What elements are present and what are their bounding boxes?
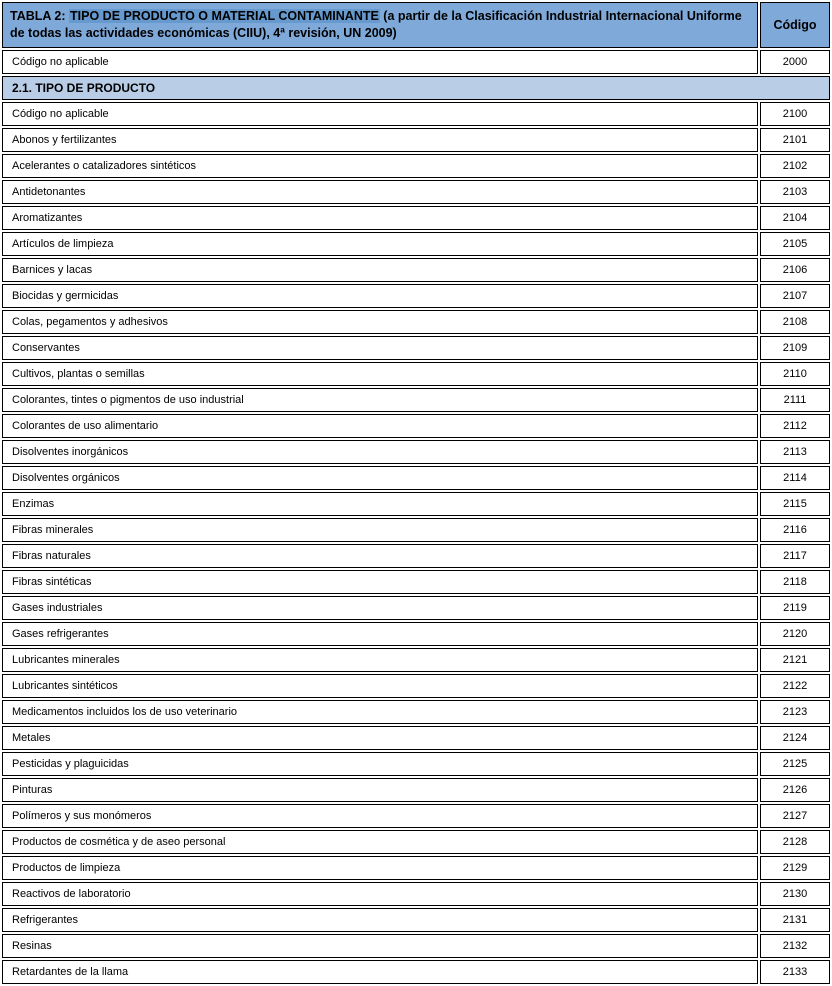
product-label: Biocidas y germicidas [2, 284, 758, 308]
table-title-suffix: (a partir de la Clasificación Industrial Internacional Uniforme de todas las actividades económicas (CIIU), 4ª revisión, UN 2009) [10, 9, 742, 40]
product-label: Colas, pegamentos y adhesivos [2, 310, 758, 334]
product-label: Código no aplicable [2, 50, 758, 74]
product-label: Enzimas [2, 492, 758, 516]
table-row [2, 284, 830, 308]
table-title-prefix: TABLA 2: [10, 9, 70, 23]
product-code: 2122 [760, 674, 830, 698]
product-label: Aromatizantes [2, 206, 758, 230]
product-label: Colorantes, tintes o pigmentos de uso industrial [2, 388, 758, 412]
table-title-cell [2, 2, 758, 48]
section-header: 2.1. TIPO DE PRODUCTO [2, 76, 830, 100]
product-code: 2103 [760, 180, 830, 204]
table-row [2, 180, 830, 204]
product-code: 2124 [760, 726, 830, 750]
table-row [2, 804, 830, 828]
table-row [2, 492, 830, 516]
product-label: Refrigerantes [2, 908, 758, 932]
product-label: Productos de limpieza [2, 856, 758, 880]
product-label: Lubricantes sintéticos [2, 674, 758, 698]
product-code: 2101 [760, 128, 830, 152]
table-row [2, 258, 830, 282]
product-code: 2123 [760, 700, 830, 724]
product-code: 2125 [760, 752, 830, 776]
table-row [2, 414, 830, 438]
table-row [2, 440, 830, 464]
product-code: 2105 [760, 232, 830, 256]
table-row [2, 206, 830, 230]
product-code: 2111 [760, 388, 830, 412]
product-label: Artículos de limpieza [2, 232, 758, 256]
product-label: Barnices y lacas [2, 258, 758, 282]
table-row [2, 648, 830, 672]
product-code: 2115 [760, 492, 830, 516]
product-label: Resinas [2, 934, 758, 958]
product-label: Fibras minerales [2, 518, 758, 542]
table-row [2, 518, 830, 542]
table-row [2, 232, 830, 256]
table-row [2, 960, 830, 984]
product-label: Disolventes orgánicos [2, 466, 758, 490]
product-code: 2112 [760, 414, 830, 438]
table-row [2, 362, 830, 386]
table-row [2, 154, 830, 178]
product-code: 2130 [760, 882, 830, 906]
table-row [2, 830, 830, 854]
product-code: 2129 [760, 856, 830, 880]
table-row [2, 700, 830, 724]
product-code: 2127 [760, 804, 830, 828]
product-label: Abonos y fertilizantes [2, 128, 758, 152]
table-row [2, 544, 830, 568]
product-code: 2132 [760, 934, 830, 958]
product-code: 2104 [760, 206, 830, 230]
product-label: Polímeros y sus monómeros [2, 804, 758, 828]
table-row [2, 622, 830, 646]
product-code: 2116 [760, 518, 830, 542]
table-title-highlight: TIPO DE PRODUCTO O MATERIAL CONTAMINANTE [70, 9, 379, 23]
product-code: 2118 [760, 570, 830, 594]
product-label: Retardantes de la llama [2, 960, 758, 984]
table-row [2, 908, 830, 932]
table-row [2, 388, 830, 412]
table-row [2, 466, 830, 490]
table-row [2, 856, 830, 880]
product-code: 2126 [760, 778, 830, 802]
table-row [2, 934, 830, 958]
table-row [2, 752, 830, 776]
product-label: Metales [2, 726, 758, 750]
table-row [2, 882, 830, 906]
table-row [2, 336, 830, 360]
table-row [2, 102, 830, 126]
product-code: 2102 [760, 154, 830, 178]
table-row [2, 674, 830, 698]
product-code: 2113 [760, 440, 830, 464]
product-label: Conservantes [2, 336, 758, 360]
product-label: Cultivos, plantas o semillas [2, 362, 758, 386]
product-code: 2100 [760, 102, 830, 126]
product-code: 2109 [760, 336, 830, 360]
product-label: Fibras naturales [2, 544, 758, 568]
code-column-header: Código [760, 2, 830, 48]
product-label: Colorantes de uso alimentario [2, 414, 758, 438]
product-label: Pesticidas y plaguicidas [2, 752, 758, 776]
product-label: Pinturas [2, 778, 758, 802]
product-code: 2131 [760, 908, 830, 932]
table-row [2, 128, 830, 152]
product-code: 2119 [760, 596, 830, 620]
product-label: Reactivos de laboratorio [2, 882, 758, 906]
product-code: 2108 [760, 310, 830, 334]
product-label: Código no aplicable [2, 102, 758, 126]
product-code: 2120 [760, 622, 830, 646]
product-label: Disolventes inorgánicos [2, 440, 758, 464]
product-label: Antidetonantes [2, 180, 758, 204]
product-label: Gases refrigerantes [2, 622, 758, 646]
table-row [2, 726, 830, 750]
product-code: 2000 [760, 50, 830, 74]
table-header-row [2, 2, 830, 48]
table-row [2, 310, 830, 334]
product-label: Productos de cosmética y de aseo personal [2, 830, 758, 854]
product-label: Lubricantes minerales [2, 648, 758, 672]
table-row [2, 596, 830, 620]
product-code: 2117 [760, 544, 830, 568]
product-label: Fibras sintéticas [2, 570, 758, 594]
product-code: 2106 [760, 258, 830, 282]
table-row [2, 570, 830, 594]
product-code: 2107 [760, 284, 830, 308]
product-code: 2114 [760, 466, 830, 490]
table-row [2, 778, 830, 802]
section-header-row [2, 76, 830, 100]
product-label: Acelerantes o catalizadores sintéticos [2, 154, 758, 178]
product-code: 2121 [760, 648, 830, 672]
product-label: Gases industriales [2, 596, 758, 620]
product-code: 2133 [760, 960, 830, 984]
product-code: 2128 [760, 830, 830, 854]
table-row [2, 50, 830, 74]
product-code: 2110 [760, 362, 830, 386]
product-label: Medicamentos incluidos los de uso veterinario [2, 700, 758, 724]
